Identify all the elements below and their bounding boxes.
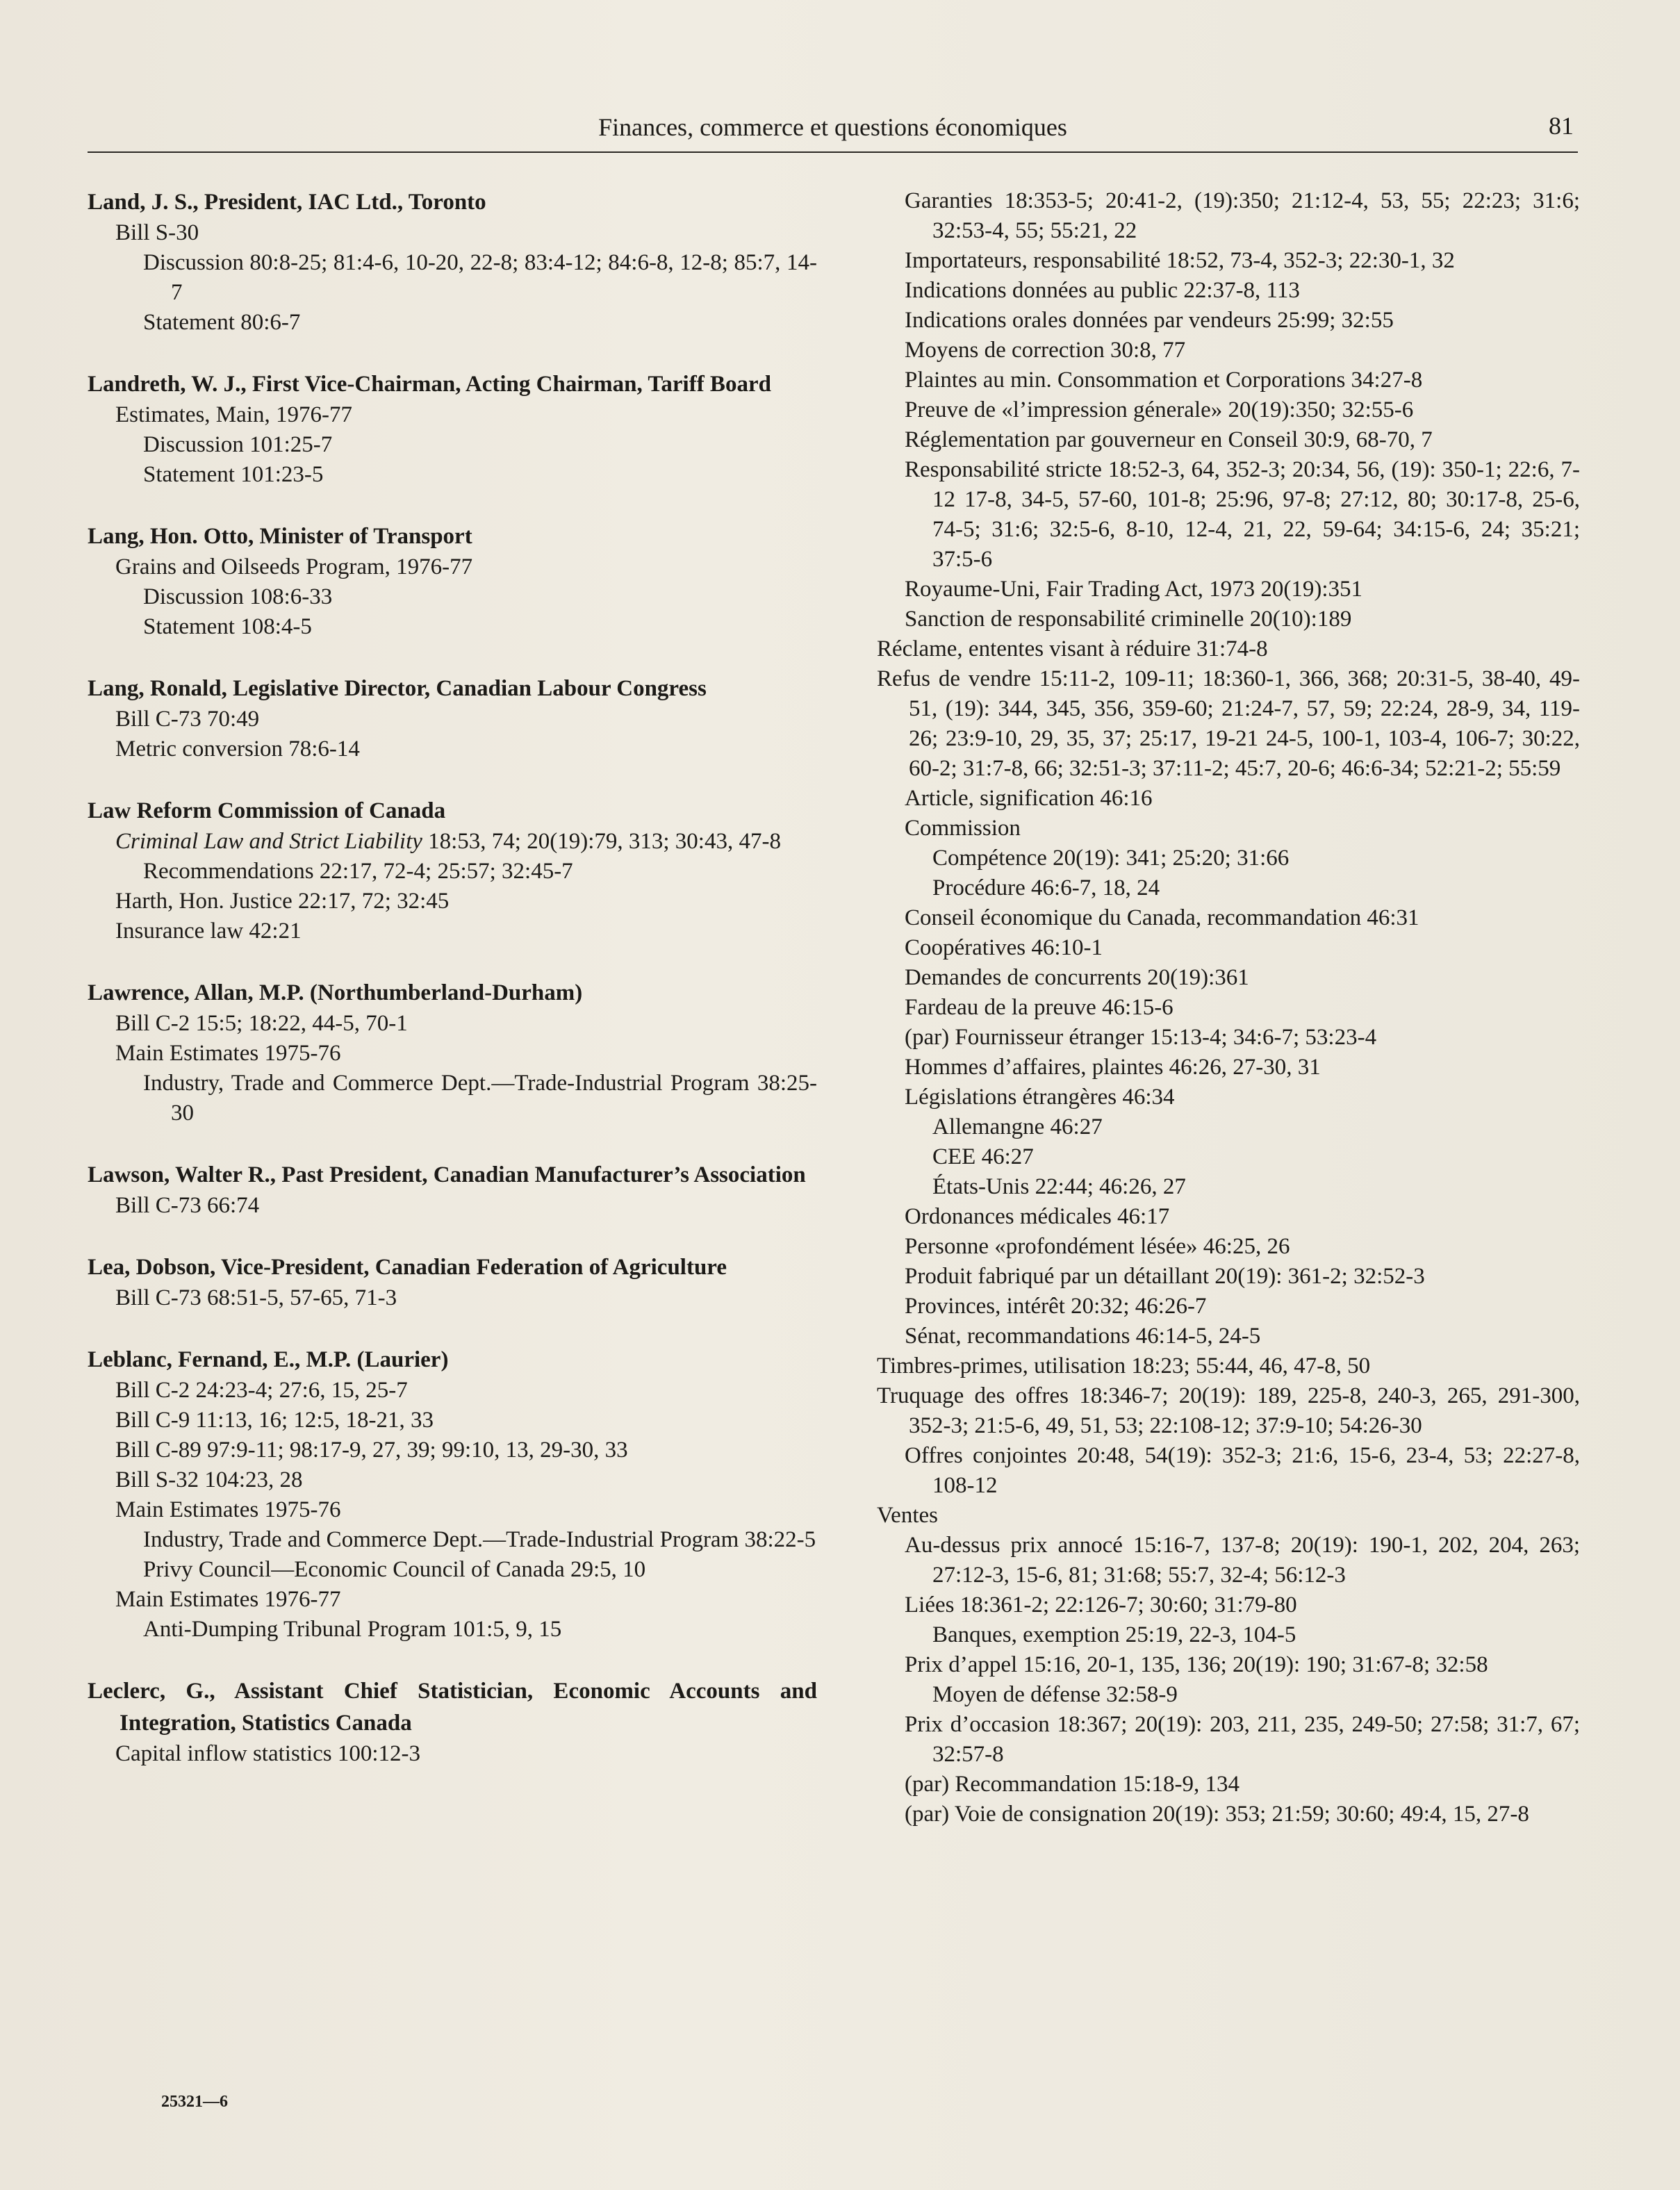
index-subentry: Article, signification 46:16 [905, 786, 1153, 811]
index-entry [88, 1344, 817, 1645]
page-number: 81 [1549, 112, 1574, 140]
index-subentry: Sanction de responsabilité criminelle 20(10):189 [905, 607, 1352, 632]
left-column [88, 186, 817, 1800]
index-subentry: Bill C-73 66:74 [115, 1193, 260, 1218]
publication-title: Criminal Law and Strict Liability [115, 829, 422, 854]
index-subentry: Indications orales données par vendeurs 25:99; 32:55 [905, 308, 1394, 333]
index-entry [88, 1675, 817, 1769]
index-subentry: Importateurs, responsabilité 18:52, 73-4, 352-3; 22:30-1, 32 [905, 248, 1455, 273]
entry-heading: Lea, Dobson, Vice-President, Canadian Federation of Agriculture [88, 1255, 727, 1280]
index-subentry: Provinces, intérêt 20:32; 46:26-7 [905, 1294, 1207, 1319]
index-subentry: Demandes de concurrents 20(19):361 [905, 965, 1249, 990]
index-subentry: Liées 18:361-2; 22:126-7; 30:60; 31:79-80 [905, 1592, 1297, 1617]
index-subentry: Truquage des offres 18:346-7; 20(19): 189, 225-8, 240-3, 265, 291-300, 352-3; 21:5-6, 49, 51, 53; 22:108-12; 37:9-10; 54:26-30 [877, 1383, 1580, 1438]
index-subentry: Indications données au public 22:37-8, 113 [905, 278, 1300, 303]
index-subentry: Main Estimates 1975-76 [115, 1041, 341, 1066]
index-subentry: Plaintes au min. Consommation et Corporations 34:27-8 [905, 368, 1423, 393]
index-subentry: Recommendations 22:17, 72-4; 25:57; 32:45-7 [143, 859, 573, 884]
index-subentry: États-Unis 22:44; 46:26, 27 [932, 1174, 1186, 1199]
index-subentry: Personne «profondément lésée» 46:25, 26 [905, 1234, 1290, 1259]
page-references: 18:53, 74; 20(19):79, 313; 30:43, 47-8 [422, 829, 781, 854]
index-subentry: Statement 108:4-5 [143, 614, 312, 639]
entry-heading: Land, J. S., President, IAC Ltd., Toronto [88, 190, 486, 215]
index-subentry: CEE 46:27 [932, 1144, 1034, 1169]
index-entry [88, 1159, 817, 1221]
index-subentry: Privy Council—Economic Council of Canada 29:5, 10 [143, 1557, 646, 1582]
index-subentry: Législations étrangères 46:34 [905, 1085, 1175, 1110]
index-subentry: Commission [905, 816, 1021, 841]
index-subentry: Réclame, ententes visant à réduire 31:74-8 [877, 636, 1268, 661]
index-entry [88, 977, 817, 1128]
index-subentry: Sénat, recommandations 46:14-5, 24-5 [905, 1324, 1261, 1349]
index-subentry: Ventes [877, 1503, 938, 1528]
index-subentry: Industry, Trade and Commerce Dept.—Trade-Industrial Program 38:22-5 [143, 1527, 816, 1552]
index-subentry: Refus de vendre 15:11-2, 109-11; 18:360-1, 366, 368; 20:31-5, 38-40, 49-51, (19): 344, 345, 356, 359-60; 21:24-7, 57, 59; 22:24, 28-9, 34, 119-26; 23:9-10, 29, 35, 37; 25:17, 19-21 24-5, 100-1, 103-4, 106-7; 30:22, 60-2; 31:7-8, 66; 32:51-3; 37:11-2; 45:7, 20-6; 46:6-34; 52:21-2; 55:59 [877, 666, 1580, 781]
entry-heading: Lawrence, Allan, M.P. (Northumberland-Durham) [88, 980, 583, 1005]
index-subentry: Produit fabriqué par un détaillant 20(19): 361-2; 32:52-3 [905, 1264, 1425, 1289]
entry-heading: Landreth, W. J., First Vice-Chairman, Acting Chairman, Tariff Board [88, 372, 771, 397]
index-subentry: Responsabilité stricte 18:52-3, 64, 352-3; 20:34, 56, (19): 350-1; 22:6, 7-12 17-8, 34-5, 57-60, 101-8; 25:96, 97-8; 27:12, 80; 30:17-8, 25-6, 74-5; 31:6; 32:5-6, 8-10, 12-4, 21, 22, 59-64; 34:15-6, 24; 35:21; 37:5-6 [905, 457, 1580, 572]
index-subentry: Statement 101:23-5 [143, 462, 324, 487]
index-subentry: Discussion 108:6-33 [143, 584, 333, 609]
index-subentry: Preuve de «l’impression génerale» 20(19):350; 32:55-6 [905, 397, 1414, 422]
index-subentry: Capital inflow statistics 100:12-3 [115, 1741, 421, 1766]
index-subentry: Prix d’appel 15:16, 20-1, 135, 136; 20(19): 190; 31:67-8; 32:58 [905, 1652, 1488, 1677]
index-subentry: Bill C-2 24:23-4; 27:6, 15, 25-7 [115, 1378, 408, 1403]
index-subentry: Industry, Trade and Commerce Dept.—Trade-Industrial Program 38:25-30 [143, 1071, 817, 1126]
index-subentry: Prix d’occasion 18:367; 20(19): 203, 211, 235, 249-50; 27:58; 31:7, 67; 32:57-8 [905, 1712, 1580, 1767]
index-subentry: Discussion 80:8-25; 81:4-6, 10-20, 22-8; 83:4-12; 84:6-8, 12-8; 85:7, 14-7 [143, 250, 817, 305]
index-subentry: Main Estimates 1975-76 [115, 1497, 341, 1522]
index-subentry: Grains and Oilseeds Program, 1976-77 [115, 554, 473, 579]
index-subentry: Réglementation par gouverneur en Conseil 30:9, 68-70, 7 [905, 427, 1433, 452]
index-subentry: Fardeau de la preuve 46:15-6 [905, 995, 1173, 1020]
index-subentry: Ordonances médicales 46:17 [905, 1204, 1170, 1229]
index-subentry: Hommes d’affaires, plaintes 46:26, 27-30, 31 [905, 1055, 1321, 1080]
index-subentry: Discussion 101:25-7 [143, 432, 333, 457]
entry-heading: Leblanc, Fernand, E., M.P. (Laurier) [88, 1347, 449, 1372]
index-subentry: Offres conjointes 20:48, 54(19): 352-3; 21:6, 15-6, 23-4, 53; 22:27-8, 108-12 [905, 1443, 1580, 1498]
index-subentry: Coopératives 46:10-1 [905, 935, 1103, 960]
index-subentry: Bill S-30 [115, 220, 199, 245]
index-subentry: (par) Fournisseur étranger 15:13-4; 34:6-7; 53:23-4 [905, 1025, 1377, 1050]
index-subentry: Metric conversion 78:6-14 [115, 736, 360, 761]
index-subentry: Moyen de défense 32:58-9 [932, 1682, 1178, 1707]
entry-heading: Lawson, Walter R., Past President, Canadian Manufacturer’s Association [88, 1162, 806, 1187]
index-entry [88, 520, 817, 642]
index-subentry: Anti-Dumping Tribunal Program 101:5, 9, 15 [143, 1617, 562, 1642]
index-subentry: Royaume-Uni, Fair Trading Act, 1973 20(19):351 [905, 577, 1363, 602]
index-subentry: Estimates, Main, 1976-77 [115, 402, 352, 427]
index-subentry: (par) Recommandation 15:18-9, 134 [905, 1772, 1240, 1797]
entry-heading: Leclerc, G., Assistant Chief Statistician, Economic Accounts and Integration, Statistics Canada [88, 1679, 817, 1736]
index-subentry: Statement 80:6-7 [143, 310, 301, 335]
index-subentry: Insurance law 42:21 [115, 919, 302, 944]
index-subentry: Bill C-73 70:49 [115, 707, 260, 732]
entry-heading: Law Reform Commission of Canada [88, 798, 446, 823]
index-subentry: Compétence 20(19): 341; 25:20; 31:66 [932, 846, 1290, 871]
index-entry [88, 1251, 817, 1313]
index-subentry: Bill C-2 15:5; 18:22, 44-5, 70-1 [115, 1011, 408, 1036]
printer-code: 25321—6 [161, 2093, 228, 2111]
index-entry [88, 795, 817, 946]
index-subentry: Moyens de correction 30:8, 77 [905, 338, 1186, 363]
index-subentry: Au-dessus prix annocé 15:16-7, 137-8; 20(19): 190-1, 202, 204, 263; 27:12-3, 15-6, 81; 31:68; 55:7, 32-4; 56:12-3 [905, 1533, 1580, 1588]
entry-heading: Lang, Ronald, Legislative Director, Canadian Labour Congress [88, 676, 707, 701]
index-subentry: Bill C-9 11:13, 16; 12:5, 18-21, 33 [115, 1408, 434, 1433]
index-subentry [88, 827, 817, 857]
index-subentry: (par) Voie de consignation 20(19): 353; 21:59; 30:60; 49:4, 15, 27-8 [905, 1802, 1529, 1827]
index-subentry: Bill C-89 97:9-11; 98:17-9, 27, 39; 99:10, 13, 29-30, 33 [115, 1438, 628, 1463]
index-subentry: Main Estimates 1976-77 [115, 1587, 341, 1612]
index-subentry: Harth, Hon. Justice 22:17, 72; 32:45 [115, 889, 450, 914]
index-entry [88, 368, 817, 490]
running-title: Finances, commerce et questions économiques [598, 113, 1067, 141]
index-subentry: Garanties 18:353-5; 20:41-2, (19):350; 21:12-4, 53, 55; 22:23; 31:6; 32:53-4, 55; 55:21, 22 [905, 188, 1580, 243]
index-subentry: Timbres-primes, utilisation 18:23; 55:44, 46, 47-8, 50 [877, 1353, 1371, 1378]
entry-heading: Lang, Hon. Otto, Minister of Transport [88, 524, 472, 549]
index-subentry: Procédure 46:6-7, 18, 24 [932, 875, 1160, 900]
index-entry [88, 186, 817, 338]
index-subentry: Allemangne 46:27 [932, 1114, 1103, 1139]
index-subentry: Bill S-32 104:23, 28 [115, 1467, 303, 1492]
running-header [88, 111, 1578, 153]
index-entry [88, 673, 817, 764]
index-subentry: Bill C-73 68:51-5, 57-65, 71-3 [115, 1285, 397, 1310]
index-subentry: Banques, exemption 25:19, 22-3, 104-5 [932, 1622, 1296, 1647]
index-subentry: Conseil économique du Canada, recommandation 46:31 [905, 905, 1419, 930]
right-column [877, 186, 1580, 1829]
